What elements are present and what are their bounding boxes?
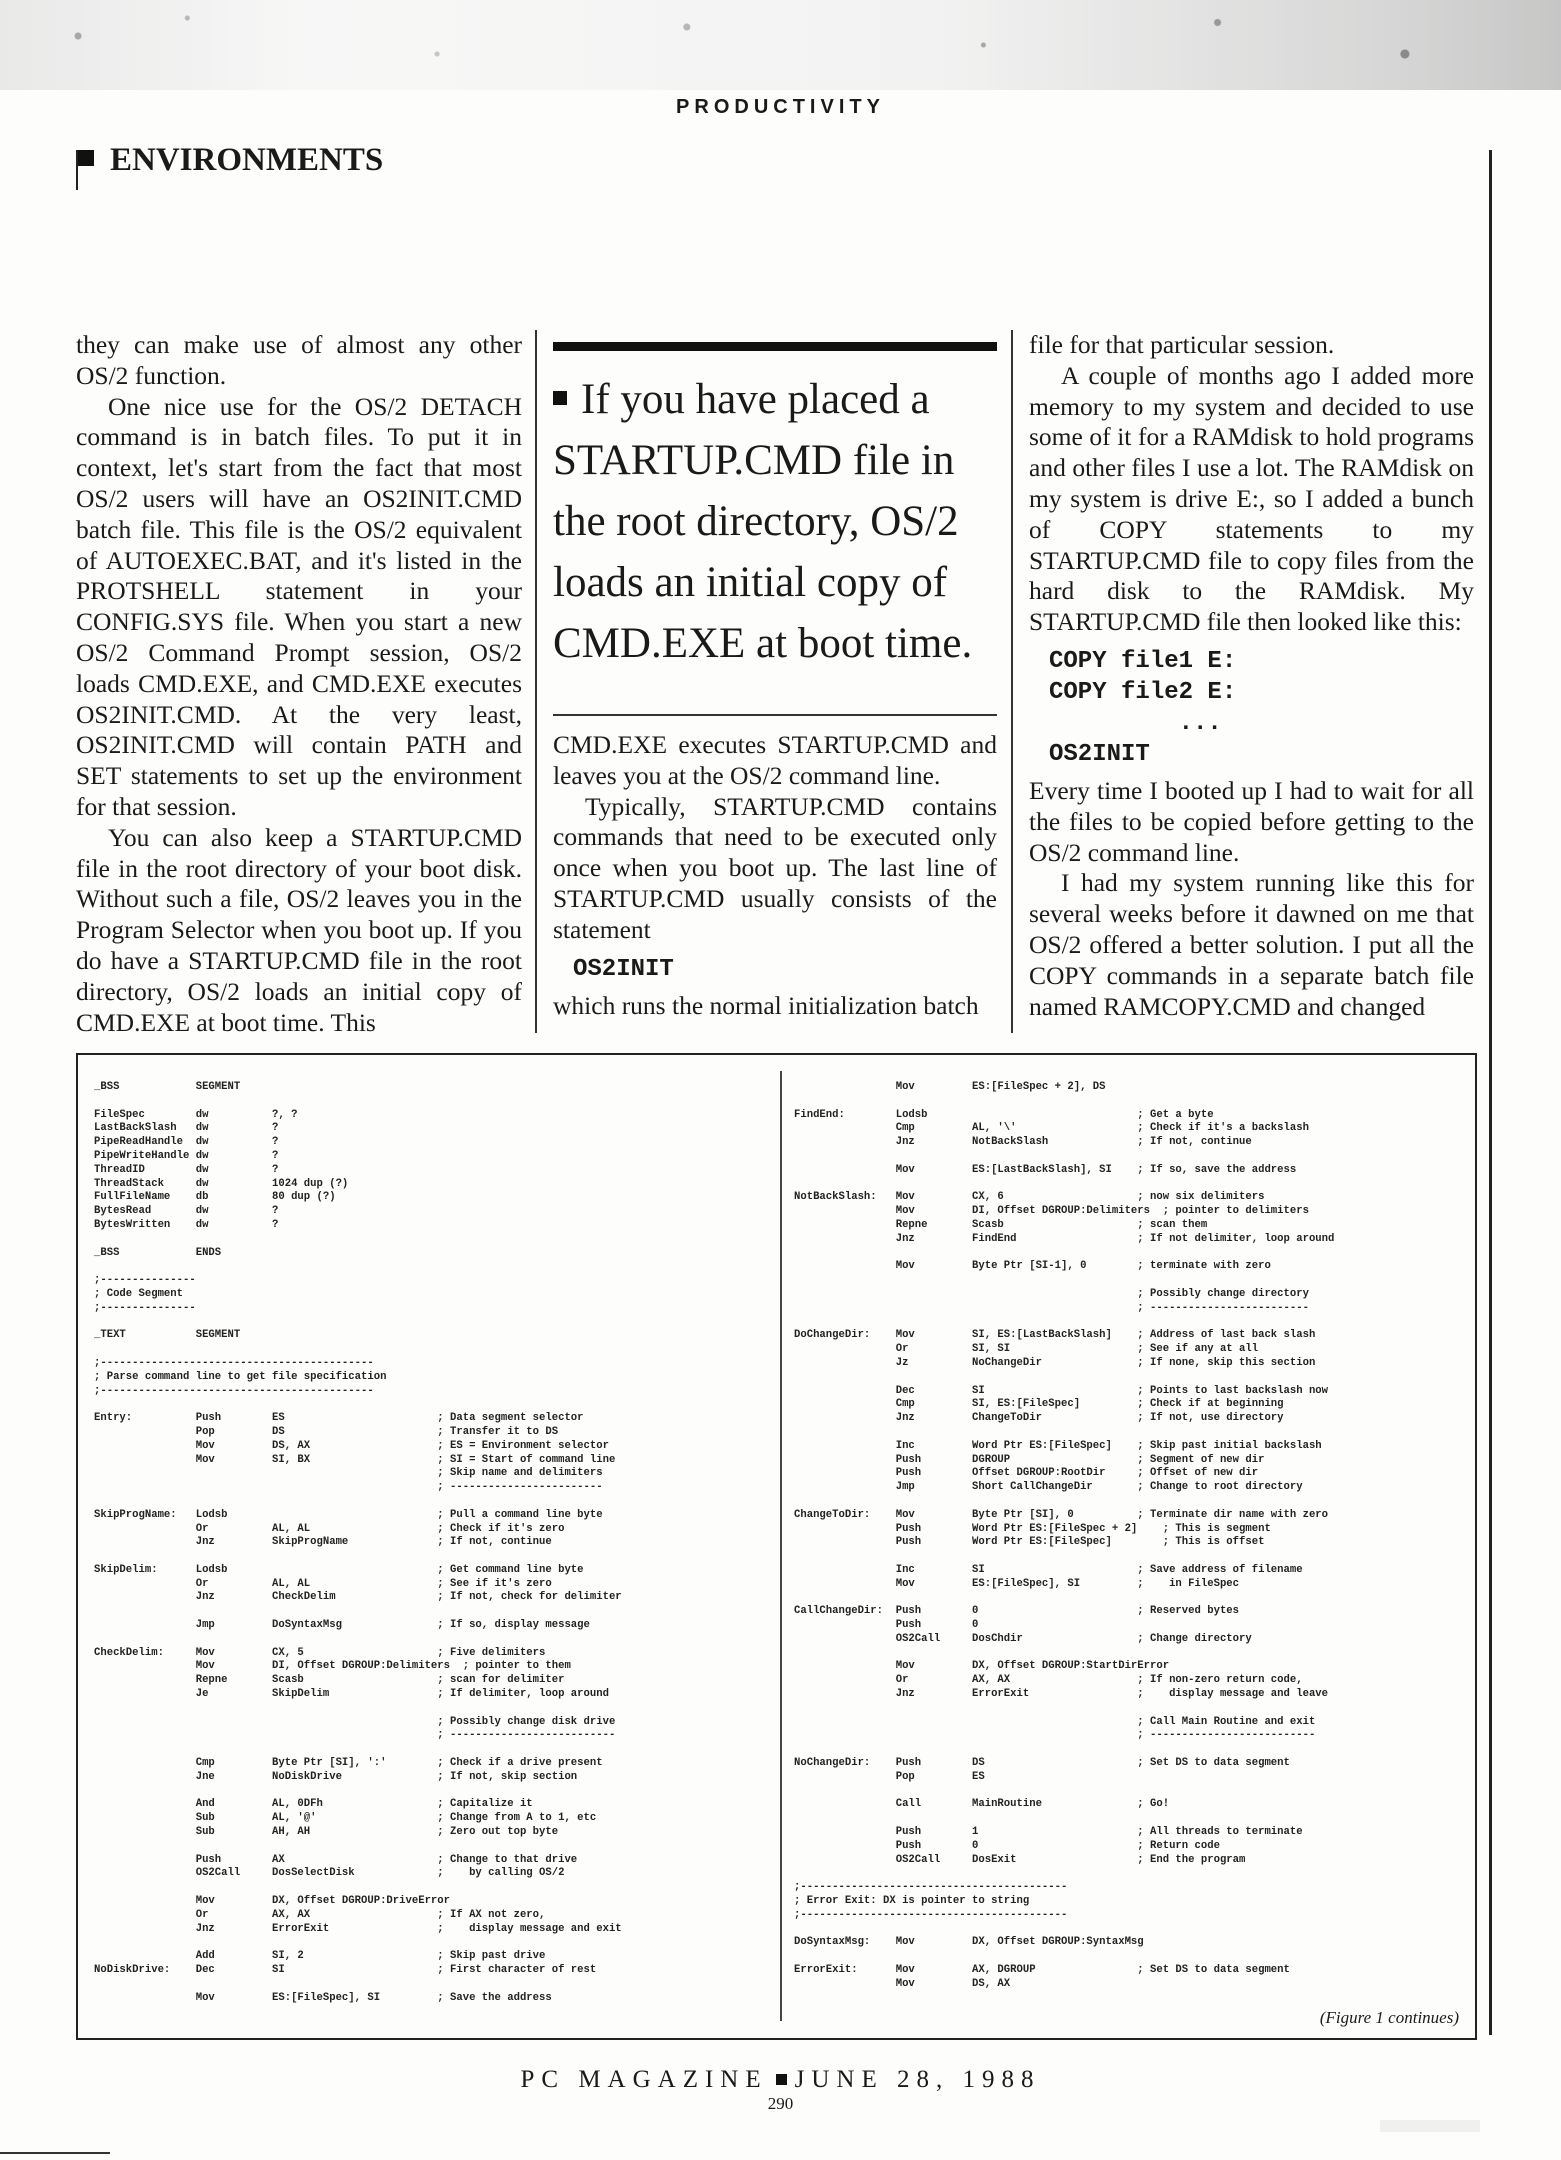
article-column-3	[1029, 330, 1474, 1022]
bullet-square-icon	[553, 391, 567, 405]
frame-rule-right	[1489, 150, 1492, 2035]
paragraph: You can also keep a STARTUP.CMD file in the root directory of your boot disk. Without such a file, OS/2 leaves you in the Program Selector when you boot up. If you do have a STARTUP.CMD file in the root directory, OS/2 loads an initial copy of CMD.EXE at boot time. This	[76, 822, 522, 1037]
figure-divider	[780, 1071, 782, 2021]
bullet-square-icon	[78, 150, 94, 166]
page-number: 290	[767, 2094, 794, 2113]
listing-left: _BSS SEGMENT FileSpec dw ?, ? LastBackSlash dw ? PipeReadHandle dw ? PipeWriteHandle dw ? ThreadID dw ? ThreadStack dw 1024 dup (?) FullFileName db 80 dup (?) BytesRead dw ? BytesWritten dw ? _BSS ENDS ;--------------- ; Code Segment ;--------------- _TEXT SEGMENT ;------------------------------------------- ; Parse command line to get file specification ;------------------------------------------- Entry: Push ES ; Data segment selector Pop DS ; Transfer it to DS Mov DS, AX ; ES = Environment selector Mov SI, BX ; SI = Start of command line ; Skip name and delimiters ; ------------------------ SkipProgName: Lodsb ; Pull a command line byte Or AL, AL ; Check if it's zero Jnz SkipProgName ; If not, continue SkipDelim: Lodsb ; Get command line byte Or AL, AL ; See if it's zero Jnz CheckDelim ; If not, check for delimiter Jmp DoSyntaxMsg ; If so, display message CheckDelim: Mov CX, 5 ; Five delimiters Mov DI, Offset DGROUP:Delimiters ; pointer to them Repne Scasb ; scan for delimiter Je SkipDelim ; If delimiter, loop around ; Possibly change disk drive ; -------------------------- Cmp Byte Ptr [SI], ':' ; Check if a drive present Jne NoDiskDrive ; If not, skip section And AL, 0DFh ; Capitalize it Sub AL, '@' ; Change from A to 1, etc Sub AH, AH ; Zero out top byte Push AX ; Change to that drive OS2Call DosSelectDisk ; by calling OS/2 Mov DX, Offset DGROUP:DriveError Or AX, AX ; If AX not zero, Jnz ErrorExit ; display message and exit Add SI, 2 ; Skip past drive NoDiskDrive: Dec SI ; First character of rest Mov ES:[FileSpec], SI ; Save the address	[94, 1081, 622, 2004]
scan-smudge	[1380, 2120, 1480, 2132]
code-listing-figure	[76, 1053, 1477, 2040]
column-rule	[1011, 330, 1013, 1033]
paragraph: Typically, STARTUP.CMD contains commands that need to be executed only once when you boot up. The last line of STARTUP.CMD usually consists of the statement	[553, 791, 997, 944]
paragraph: One nice use for the OS/2 DETACH command is in batch files. To put it in context, let's start from the fact that most OS/2 users will have an OS2INIT.CMD batch file. This file is the OS/2 equivalent of AUTOEXEC.BAT, and it's listed in the PROTSHELL statement in your CONFIG.SYS file. When you start a new OS/2 Command Prompt session, OS/2 loads CMD.EXE, and CMD.EXE executes OS2INIT.CMD. At the very least, OS2INIT.CMD will contain PATH and SET statements to set up the environment for that session.	[76, 391, 522, 821]
paragraph: file for that particular session.	[1029, 330, 1335, 359]
paragraph: they can make use of almost any other OS/2 function.	[76, 330, 522, 390]
article-column-1	[76, 330, 522, 1038]
scan-noise	[0, 0, 1561, 90]
running-head: PRODUCTIVITY	[676, 96, 885, 118]
section-title: ENVIRONMENTS	[110, 142, 384, 178]
issue-date: JUNE 28, 1988	[794, 2066, 1041, 2093]
paragraph: A couple of months ago I added more memory to my system and decided to use some of it for a RAMdisk to hold programs and other files I use a lot. The RAMdisk on my system is drive E:, so I added a bunch of COPY statements to my STARTUP.CMD file to copy files from the hard disk to the RAMdisk. My STARTUP.CMD file then looked like this:	[1029, 360, 1474, 637]
pullquote-text: If you have placed a STARTUP.CMD file in the root directory, OS/2 loads an initial copy of CMD.EXE at boot time.	[553, 376, 973, 667]
frame-rule-left	[76, 150, 78, 190]
paragraph: which runs the normal initialization batch	[553, 990, 979, 1020]
section-heading	[78, 142, 383, 179]
magazine-name: PC MAGAZINE	[520, 2066, 768, 2093]
article-column-2	[553, 330, 997, 1021]
code-snippet: COPY file1 E: COPY file2 E: ... OS2INIT	[1049, 647, 1237, 768]
paragraph: I had my system running like this for several weeks before it dawned on me that OS/2 offered a better solution. I put all the COPY commands in a separate batch file named RAMCOPY.CMD and changed	[1029, 868, 1474, 1021]
bullet-square-icon	[776, 2074, 787, 2085]
paragraph: Every time I booted up I had to wait for all the files to be copied before getting to the OS/2 command line.	[1029, 775, 1474, 867]
pullquote-top-rule	[553, 342, 997, 351]
corner-rule	[0, 2152, 110, 2154]
paragraph: CMD.EXE executes STARTUP.CMD and leaves you at the OS/2 command line.	[553, 730, 997, 790]
code-snippet: OS2INIT	[573, 955, 674, 983]
figure-caption: (Figure 1 continues)	[1319, 2008, 1459, 2027]
column-rule	[535, 330, 537, 1033]
page-footer	[0, 2066, 1561, 2094]
pullquote	[553, 369, 997, 674]
listing-right: Mov ES:[FileSpec + 2], DS FindEnd: Lodsb ; Get a byte Cmp AL, '\' ; Check if it's a backslash Jnz NotBackSlash ; If not, continue Mov ES:[LastBackSlash], SI ; If so, save the address NotBackSlash: Mov CX, 6 ; now six delimiters Mov DI, Offset DGROUP:Delimiters ; pointer to delimiters Repne Scasb ; scan them Jnz FindEnd ; If not delimiter, loop around Mov Byte Ptr [SI-1], 0 ; terminate with zero ; Possibly change directory ; ------------------------- DoChangeDir: Mov SI, ES:[LastBackSlash] ; Address of last back slash Or SI, SI ; See if any at all Jz NoChangeDir ; If none, skip this section Dec SI ; Points to last backslash now Cmp SI, ES:[FileSpec] ; Check if at beginning Jnz ChangeToDir ; If not, use directory Inc Word Ptr ES:[FileSpec] ; Skip past initial backslash Push DGROUP ; Segment of new dir Push Offset DGROUP:RootDir ; Offset of new dir Jmp Short CallChangeDir ; Change to root directory ChangeToDir: Mov Byte Ptr [SI], 0 ; Terminate dir name with zero Push Word Ptr ES:[FileSpec + 2] ; This is segment Push Word Ptr ES:[FileSpec] ; This is offset Inc SI ; Save address of filename Mov ES:[FileSpec], SI ; in FileSpec CallChangeDir: Push 0 ; Reserved bytes Push 0 OS2Call DosChdir ; Change directory Mov DX, Offset DGROUP:StartDirError Or AX, AX ; If non-zero return code, Jnz ErrorExit ; display message and leave ; Call Main Routine and exit ; -------------------------- NoChangeDir: Push DS ; Set DS to data segment Pop ES Call MainRoutine ; Go! Push 1 ; All threads to terminate Push 0 ; Return code OS2Call DosExit ; End the program ;------------------------------------------ ; Error Exit: DX is pointer to string ;------------------------------------------ DoSyntaxMsg: Mov DX, Offset DGROUP:SyntaxMsg ErrorExit: Mov AX, DGROUP ; Set DS to data segment Mov DS, AX	[794, 1081, 1335, 1990]
pullquote-bottom-rule	[553, 714, 997, 716]
